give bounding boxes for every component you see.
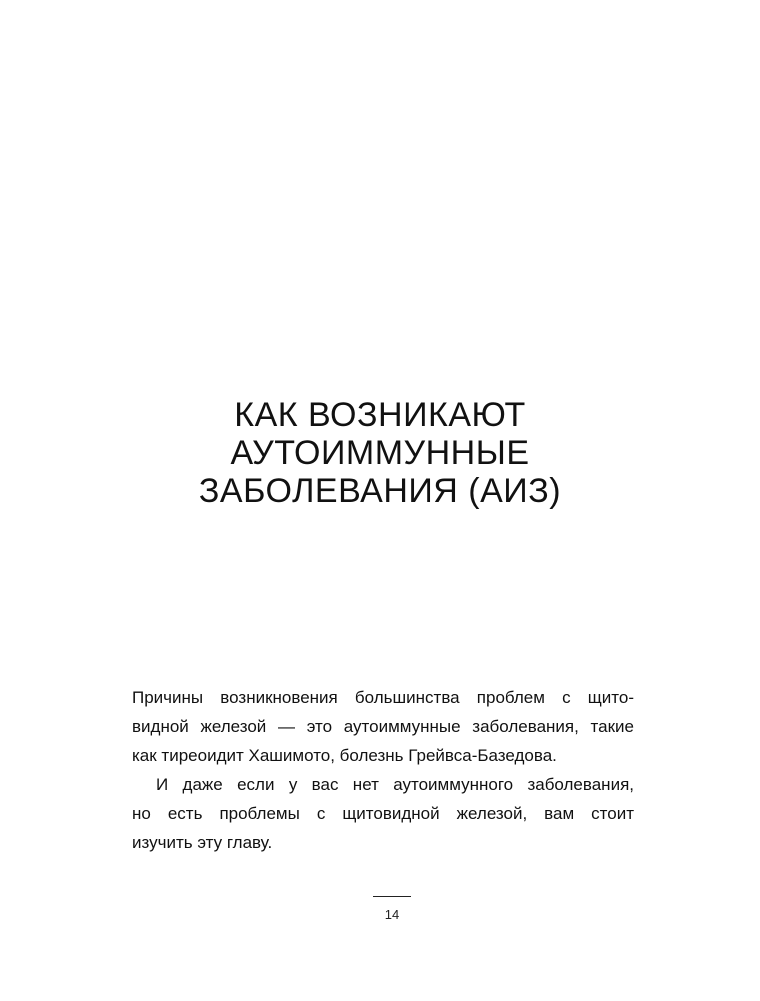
body-text [132,683,634,857]
chapter-title-line-2: АУТОИММУННЫЕ [230,434,530,472]
chapter-title-line-3: ЗАБОЛЕВАНИЯ (АИЗ) [198,472,562,510]
chapter-title [0,396,760,510]
paragraph-2 [132,770,634,857]
chapter-title-line-1: КАК ВОЗНИКАЮТ [234,396,526,434]
paragraph-1-line-3: как тиреоидит Хашимото, болезнь Грейвса-Базедова. [132,746,557,765]
paragraph-2-line-2: но есть проблемы с щитовидной железой, вам стоит [132,804,634,823]
paragraph-2-line-3: изучить эту главу. [132,833,273,852]
paragraph-1-line-2: видной железой — это аутоиммунные заболевания, такие [132,717,634,736]
paragraph-2-line-1: И даже если у вас нет аутоиммунного заболевания, [156,775,634,794]
paragraph-1 [132,683,634,770]
page-number: 14 [384,907,400,922]
paragraph-1-line-1: Причины возникновения большинства проблем с щито- [132,688,634,707]
page-number-rule [373,896,411,897]
